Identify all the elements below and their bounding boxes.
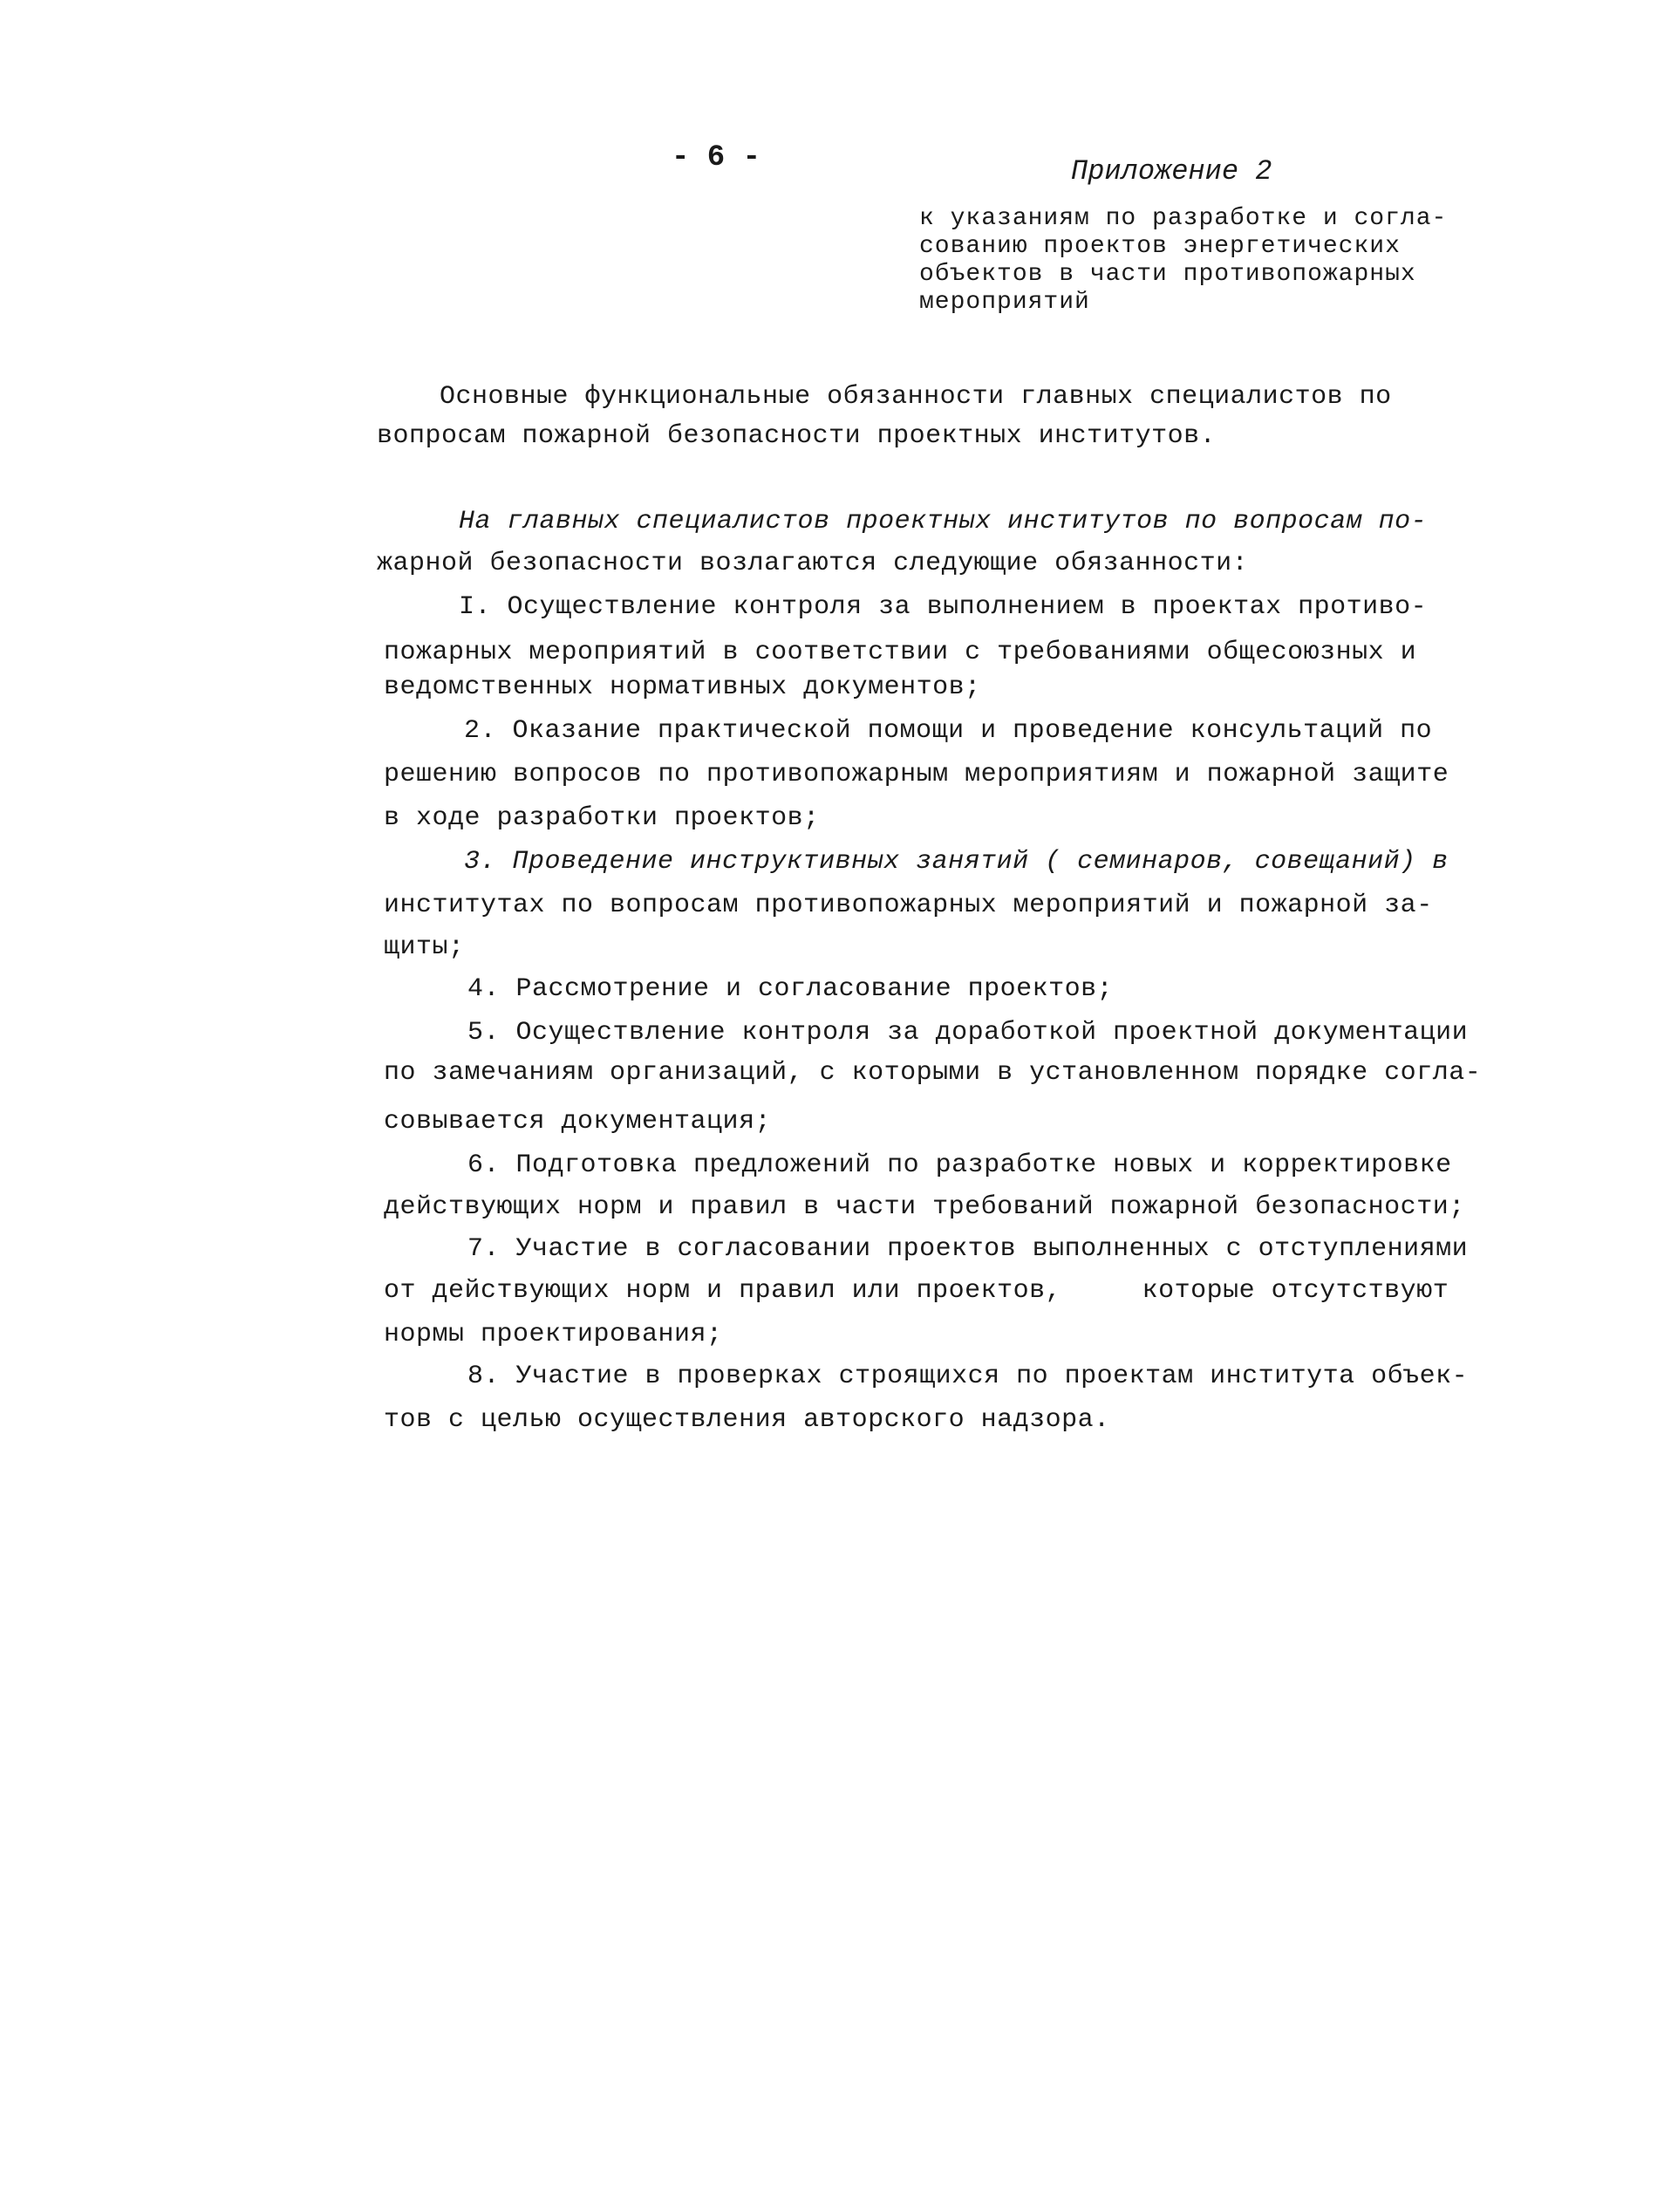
intro-line: На главных специалистов проектных институтов по вопросам по- [459,507,1428,536]
list-item-line: в ходе разработки проектов; [384,803,820,833]
list-item-line: нормы проектирования; [384,1320,723,1349]
list-item-line: ведомственных нормативных документов; [384,672,981,702]
list-item-line: 5. Осуществление контроля за доработкой проектной документации [467,1018,1469,1048]
appendix-subtitle-line: к указаниям по разработке и согла- [919,205,1448,232]
appendix-subtitle-line: сованию проектов энергетических [919,233,1401,260]
list-item-line: совывается документация; [384,1107,772,1137]
list-item-line: 6. Подготовка предложений по разработке новых и корректировке [467,1150,1452,1180]
appendix-title: Приложение 2 [1071,155,1272,188]
list-item-line: институтах по вопросам противопожарных мероприятий и пожарной за- [384,891,1433,920]
list-item-line: пожарных мероприятий в соответствии с требованиями общесоюзных и [384,638,1417,667]
appendix-subtitle-line: мероприятий [919,289,1090,316]
list-item-line: 8. Участие в проверках строящихся по проектам института объек- [467,1362,1469,1391]
intro-line: жарной безопасности возлагаются следующие обязанности: [377,549,1249,578]
list-item-line: 3. Проведение инструктивных занятий ( семинаров, совещаний) в [464,847,1449,877]
page-number: - 6 - [672,141,761,174]
document-title-line: вопросам пожарной безопасности проектных институтов. [377,421,1217,451]
list-item-line: от действующих норм и правил или проектов, которые отсутствуют [384,1276,1449,1306]
document-title-line: Основные функциональные обязанности главных специалистов по [440,382,1392,412]
list-item-line: 7. Участие в согласовании проектов выполненных с отступлениями [467,1234,1469,1264]
list-item-line: тов с целью осуществления авторского надзора. [384,1405,1110,1435]
list-item-line: щиты; [384,932,465,962]
list-item-line: по замечаниям организаций, с которыми в установленном порядке согла- [384,1058,1482,1088]
list-item-line: 2. Оказание практической помощи и проведение консультаций по [464,716,1433,746]
appendix-subtitle-line: объектов в части противопожарных [919,261,1416,288]
list-item-line: решению вопросов по противопожарным мероприятиям и пожарной защите [384,760,1449,789]
list-item-line: 4. Рассмотрение и согласование проектов; [467,974,1114,1004]
list-item-line: действующих норм и правил в части требований пожарной безопасности; [384,1192,1465,1222]
list-item-line: I. Осуществление контроля за выполнением в проектах противо- [459,592,1428,622]
